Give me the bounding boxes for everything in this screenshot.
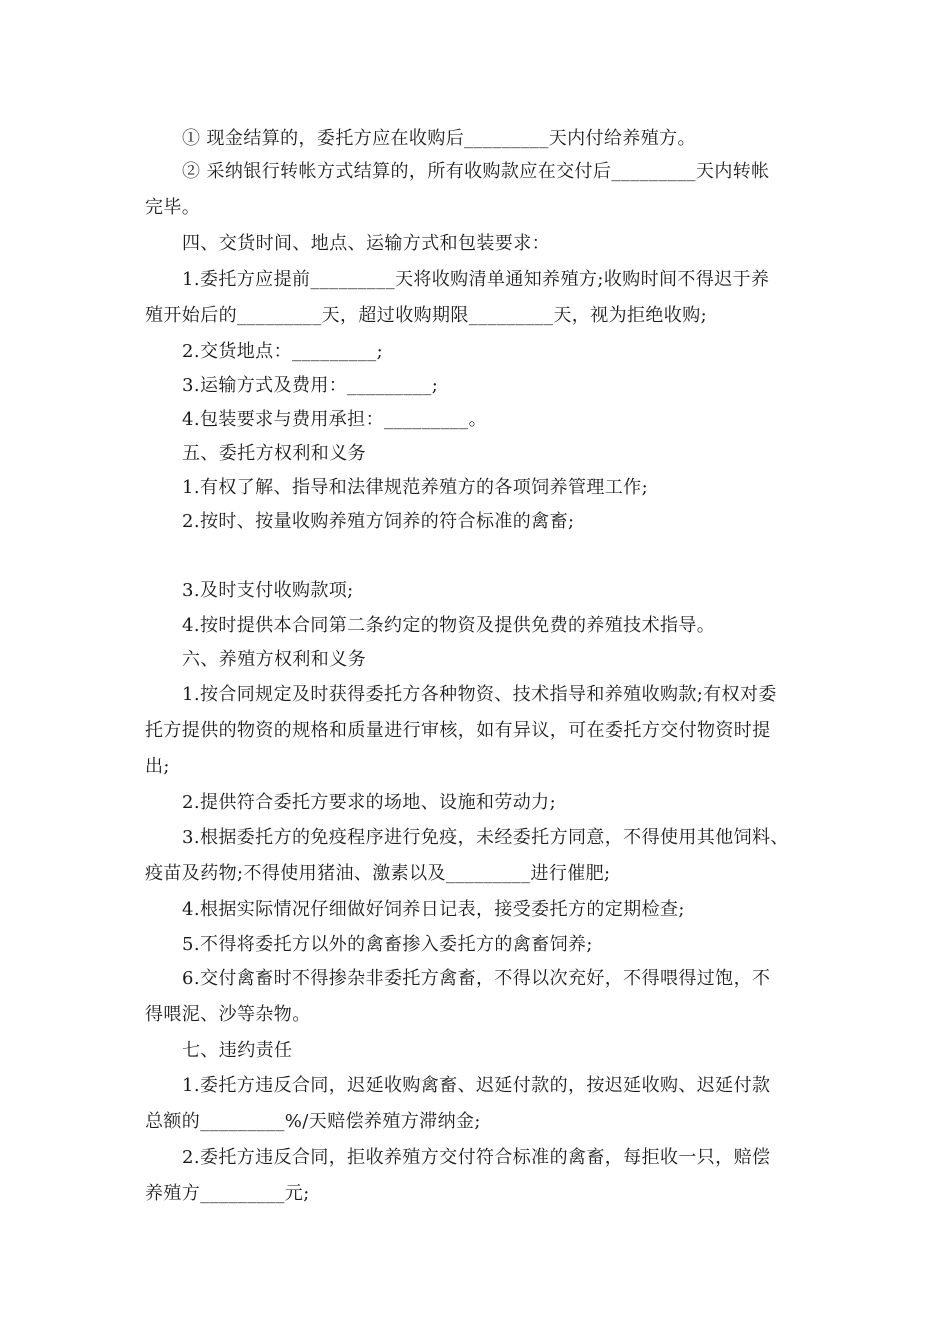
clause-4-4-line: 4.包装要求与费用承担：_________。 [182, 409, 487, 430]
clause-4-2-line: 2.交货地点：_________; [182, 341, 384, 362]
clause-6-1-line-end: 出; [145, 756, 170, 777]
clause-6-6-line: 6.交付禽畜时不得掺杂非委托方禽畜，不得以次充好，不得喂得过饱，不 [182, 968, 771, 989]
clause-6-1-line: 1.按合同规定及时获得委托方各种物资、技术指导和养殖收购款;有权对委 [182, 684, 777, 705]
clause-4-1-line-cont: 殖开始后的_________天，超过收购期限_________天，视为拒绝收购; [145, 305, 708, 326]
settlement-transfer-line: ② 采纳银行转帐方式结算的，所有收购款应在交付后_________天内转帐 [182, 161, 770, 182]
clause-6-6-line-cont: 得喂泥、沙等杂物。 [145, 1004, 311, 1025]
section-4-heading: 四、交货时间、地点、运输方式和包装要求： [182, 233, 550, 254]
clause-6-3-line-cont: 疫苗及药物;不得使用猪油、激素以及_________进行催肥; [145, 863, 611, 884]
settlement-transfer-line-cont: 完毕。 [145, 197, 201, 218]
clause-4-1-line: 1.委托方应提前_________天将收购清单通知养殖方;收购时间不得迟于养 [182, 269, 770, 290]
clause-4-3-line: 3.运输方式及费用：_________; [182, 375, 439, 396]
clause-6-1-line-cont: 托方提供的物资的规格和质量进行审核，如有异议，可在委托方交付物资时提 [145, 720, 771, 741]
clause-5-4-line: 4.按时提供本合同第二条约定的物资及提供免费的养殖技术指导。 [182, 615, 716, 636]
clause-7-1-line-cont: 总额的_________%/天赔偿养殖方滞纳金; [145, 1111, 481, 1132]
section-7-heading: 七、违约责任 [182, 1040, 293, 1061]
section-5-heading: 五、委托方权利和义务 [182, 443, 366, 464]
clause-7-2-line-cont: 养殖方_________元; [145, 1183, 310, 1204]
clause-6-4-line: 4.根据实际情况仔细做好饲养日记表，接受委托方的定期检查; [182, 899, 685, 920]
clause-5-1-line: 1.有权了解、指导和法律规范养殖方的各项饲养管理工作; [182, 477, 649, 498]
settlement-cash-line: ① 现金结算的，委托方应在收购后_________天内付给养殖方。 [182, 128, 696, 149]
clause-5-3-line: 3.及时支付收购款项; [182, 580, 354, 601]
clause-7-1-line: 1.委托方违反合同，迟延收购禽畜、迟延付款的，按迟延收购、迟延付款 [182, 1075, 771, 1096]
clause-6-2-line: 2.提供符合委托方要求的场地、设施和劳动力; [182, 792, 557, 813]
clause-6-3-line: 3.根据委托方的免疫程序进行免疫，未经委托方同意，不得使用其他饲料、 [182, 827, 789, 848]
clause-7-2-line: 2.委托方违反合同，拒收养殖方交付符合标准的禽畜，每拒收一只，赔偿 [182, 1147, 771, 1168]
clause-5-2-line: 2.按时、按量收购养殖方饲养的符合标准的禽畜; [182, 511, 575, 532]
clause-6-5-line: 5.不得将委托方以外的禽畜掺入委托方的禽畜饲养; [182, 934, 593, 955]
section-6-heading: 六、养殖方权利和义务 [182, 649, 366, 670]
